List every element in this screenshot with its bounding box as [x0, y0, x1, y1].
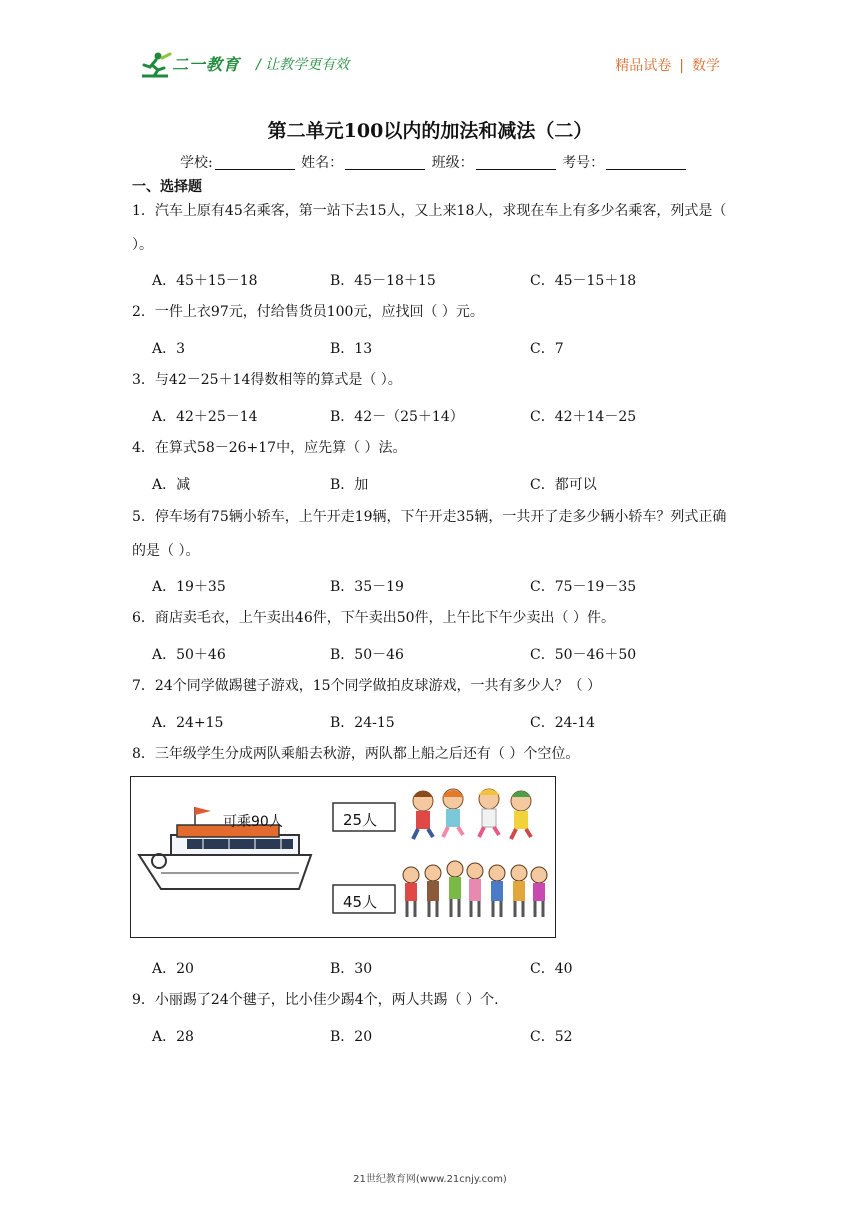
q4-option-c: C．都可以 — [530, 477, 597, 493]
question-4: 4．在算式58－26+17中，应先算（ ）法。 — [132, 440, 407, 456]
q2-option-a: A．3 — [152, 341, 186, 357]
q3-option-a: A．42＋25－14 — [152, 409, 258, 425]
name-label: 姓名： — [301, 155, 344, 171]
question-1: 1．汽车上原有45名乘客，第一站下去15人，又上来18人，求现在车上有多少名乘客，列式是（ ）。 — [132, 203, 727, 253]
q5-option-c: C．75－19－35 — [530, 579, 637, 595]
q7-option-c: C．24-14 — [530, 715, 596, 731]
q1-option-c: C．45－15＋18 — [530, 273, 637, 289]
q2-option-b: B．13 — [330, 341, 373, 357]
question-7: 7．24个同学做踢毽子游戏，15个同学做拍皮球游戏，一共有多少人？（ ） — [132, 678, 601, 694]
q1-option-a: A．45＋15－18 — [152, 273, 258, 289]
q2-option-c: C．7 — [530, 341, 564, 357]
q6-option-c: C．50－46＋50 — [530, 647, 637, 663]
boat-illustration — [131, 777, 555, 937]
page-header — [0, 0, 860, 100]
boat-figure — [130, 776, 556, 938]
q9-option-b: B．20 — [330, 1029, 373, 1045]
q9-option-a: A．28 — [152, 1029, 194, 1045]
q4-option-b: B．加 — [330, 477, 369, 493]
q5-option-b: B．35－19 — [330, 579, 404, 595]
question-2: 2．一件上衣97元，付给售货员100元，应找回（ ）元。 — [132, 304, 484, 320]
class-label: 班级： — [431, 155, 474, 171]
question-3: 3．与42－25＋14得数相等的算式是（ ）。 — [132, 372, 402, 388]
section-heading: 一、选择题 — [132, 179, 202, 195]
q1-option-b: B．45－18＋15 — [330, 273, 436, 289]
school-blank — [215, 155, 295, 170]
question-5: 5．停车场有75辆小轿车，上午开走19辆，下午开走35辆，一共开了走多少辆小轿车？列式正确的是（ ）。 — [132, 509, 727, 559]
q7-option-b: B．24-15 — [330, 715, 395, 731]
question-9: 9．小丽踢了24个毽子，比小佳少踢4个，两人共踢（ ）个. — [132, 992, 499, 1008]
slogan: / 让教学更有效 — [256, 57, 350, 73]
tag-premium: 精品试卷 — [615, 58, 672, 74]
standing-children-icon — [403, 861, 547, 917]
q9-option-c: C．52 — [530, 1029, 573, 1045]
logo-text: 二一教育 — [172, 55, 241, 74]
question-8: 8．三年级学生分成两队乘船去秋游，两队都上船之后还有（ ）个空位。 — [132, 746, 580, 762]
q8-option-c: C．40 — [530, 961, 573, 977]
q8-option-a: A．20 — [152, 961, 194, 977]
header-tags — [615, 55, 720, 75]
school-label: 学校: — [180, 155, 213, 171]
group1-label: 25人 — [343, 811, 378, 829]
q3-option-b: B．42－（25＋14） — [330, 409, 464, 425]
group2-label: 45人 — [343, 893, 378, 911]
student-info — [180, 152, 688, 172]
page-footer: 21世纪教育网(www.21cnjy.com) — [353, 1174, 507, 1185]
q6-option-a: A．50＋46 — [152, 647, 226, 663]
q8-option-b: B．30 — [330, 961, 373, 977]
q4-option-a: A．减 — [152, 477, 191, 493]
class-blank — [476, 155, 556, 170]
boat-capacity-label: 可乘90人 — [223, 814, 283, 830]
q7-option-a: A．24+15 — [152, 715, 224, 731]
q3-option-c: C．42＋14－25 — [530, 409, 637, 425]
page-title: 第二单元100以内的加法和减法（二） — [267, 120, 593, 142]
question-6: 6．商店卖毛衣，上午卖出46件，下午卖出50件，上午比下午少卖出（ ）件。 — [132, 610, 615, 626]
q5-option-a: A．19＋35 — [152, 579, 226, 595]
tag-separator: | — [679, 58, 684, 74]
exam-no-blank — [606, 155, 686, 170]
tag-subject: 数学 — [692, 58, 720, 74]
q6-option-b: B．50－46 — [330, 647, 404, 663]
running-children-icon — [413, 789, 531, 839]
name-blank — [345, 155, 425, 170]
exam-no-label: 考号： — [562, 155, 605, 171]
